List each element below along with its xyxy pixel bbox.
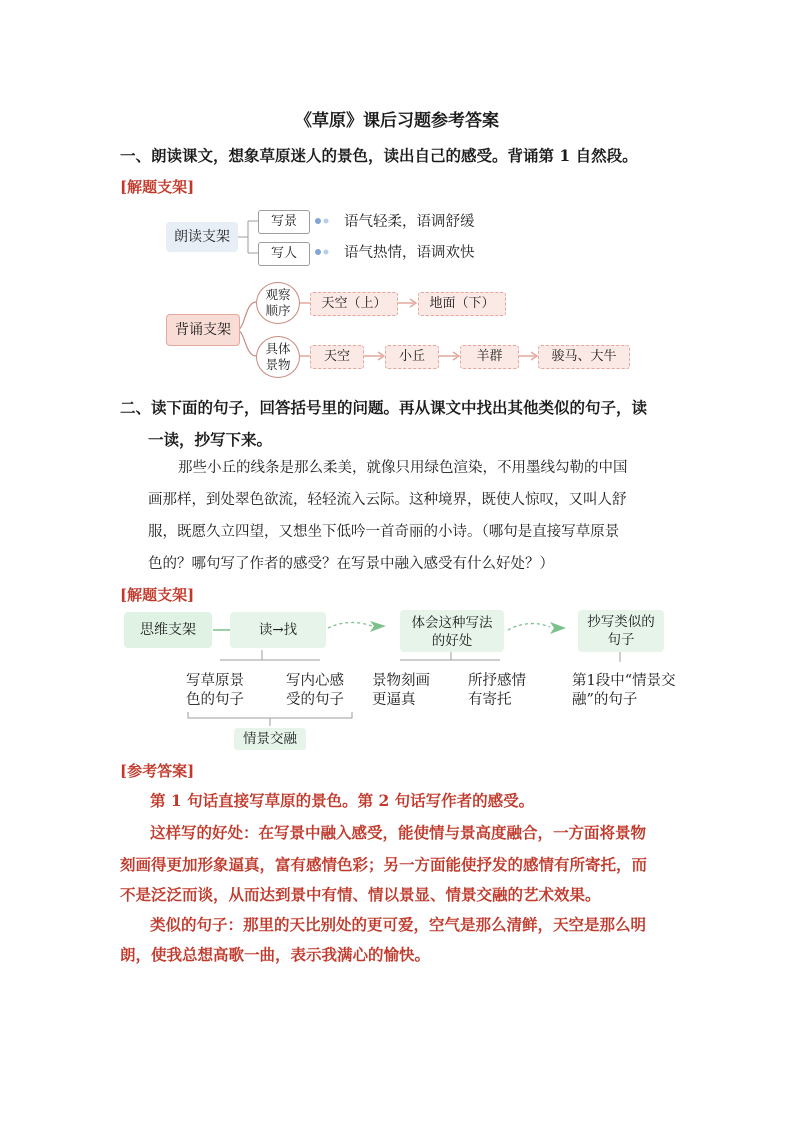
scene-step-sky: 天空 (310, 345, 364, 369)
scene-step-horse-cattle: 骏马、大牛 (538, 345, 630, 369)
step-copy-similar (578, 610, 664, 652)
reading-item-people: 写人 (258, 242, 310, 266)
reading-item-scene: 写景 (258, 210, 310, 234)
observation-order-label: 观察顺序 (265, 287, 291, 318)
quote-line-1: 那些小丘的线条是那么柔美，就像只用绿色渲染，不用墨线勾勒的中国 (178, 460, 628, 476)
reading-item-scene-desc: 语气轻柔，语调舒缓 (344, 214, 475, 230)
answer-p3-line-2: 朗，使我总想高歌一曲，表示我满心的愉快。 (120, 945, 431, 964)
merge-label: 情景交融 (234, 728, 306, 750)
answer-p2-line-1: 这样写的好处：在写景中融入感受，能使情与景高度融合，一方面将景物 (150, 823, 647, 842)
answer-paragraph-1: 第 1 句话直接写草原的景色。第 2 句话写作者的感受。 (150, 791, 535, 810)
specific-scene-label: 具体景物 (265, 341, 291, 372)
sub-scene-sentence: 写草原景色的句子 (186, 673, 244, 708)
answer-tag: [参考答案] (120, 762, 195, 780)
observation-order-circle (256, 282, 300, 324)
sub-emotion: 所抒感情有寄托 (468, 673, 526, 708)
question-2-line-1: 二、读下面的句子，回答括号里的问题。再从课文中找出其他类似的句子，读 (120, 398, 648, 417)
q2-scaffold-tag: [解题支架] (120, 586, 195, 604)
answer-p3-line-1: 类似的句子：那里的天比别处的更可爱，空气是那么清鲜，天空是那么明 (150, 915, 647, 934)
thinking-scaffold-label: 思维支架 (124, 612, 212, 648)
scene-step-sheep: 羊群 (460, 345, 519, 369)
sub-vivid: 景物刻画更逼真 (372, 673, 430, 708)
order-step-2: 地面（下） (418, 292, 506, 316)
recite-scaffold-label: 背诵支架 (166, 314, 240, 346)
quote-line-2: 画那样，到处翠色欲流，轻轻流入云际。这种境界，既使人惊叹，又叫人舒 (148, 492, 627, 508)
quote-line-4: 色的？哪句写了作者的感受？在写景中融入感受有什么好处？） (148, 556, 554, 572)
step-copy-similar-label: 抄写类似的句子 (587, 614, 655, 648)
reading-item-people-desc: 语气热情，语调欢快 (344, 245, 475, 261)
question-1: 一、朗读课文，想象草原迷人的景色，读出自己的感受。背诵第 1 自然段。 (120, 146, 638, 165)
order-step-1: 天空（上） (310, 292, 398, 316)
answer-p2-line-3: 不是泛泛而谈，从而达到景中有情、情以景显、情景交融的艺术效果。 (120, 885, 601, 904)
step-appreciate-label: 体会这种写法的好处 (411, 615, 493, 649)
reading-scaffold-label: 朗读支架 (166, 222, 238, 252)
question-2-line-2: 一读，抄写下来。 (148, 430, 273, 449)
q1-scaffold-tag: [解题支架] (120, 178, 195, 196)
step-appreciate (400, 610, 504, 652)
scene-step-hill: 小丘 (385, 345, 439, 369)
sub-feeling-sentence: 写内心感受的句子 (286, 673, 344, 708)
specific-scene-circle (256, 336, 300, 378)
sub-paragraph-1: 第1段中“情景交融”的句子 (572, 673, 676, 708)
quote-line-3: 服，既愿久立四望，又想坐下低吟一首奇丽的小诗。（哪句是直接写草原景 (148, 524, 620, 540)
step-read-find: 读→找 (230, 612, 326, 648)
page-title: 《草原》课后习题参考答案 (295, 111, 499, 131)
answer-p2-line-2: 刻画得更加形象逼真，富有感情色彩；另一方面能使抒发的感情有所寄托，而 (120, 855, 648, 874)
